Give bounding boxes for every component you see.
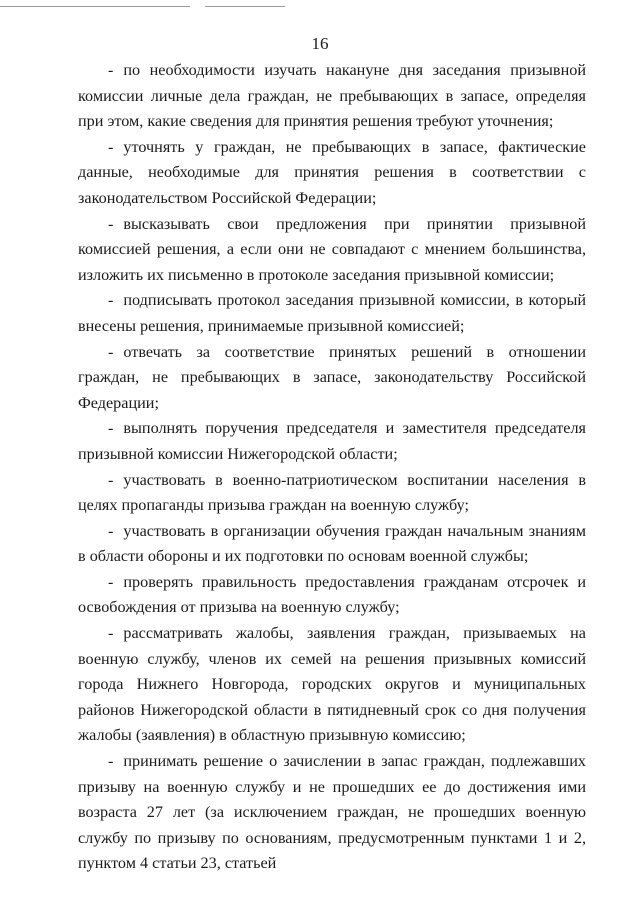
list-dash-marker: - xyxy=(108,521,114,540)
list-item-text: принимать решение о зачислении в запас граждан, подлежавших призыву на военную службу и не прошедших ее до достижения ими возраста 27 лет (за исключением граждан, не прошедших военную службу по призыву по основаниям, предусмотренным пунктами 1 и 2, пунктом 4 статьи 23, статьей xyxy=(78,752,586,873)
page-number: 16 xyxy=(311,34,329,53)
list-dash-marker: - xyxy=(108,61,114,79)
scan-edge-line xyxy=(0,6,190,7)
list-item-text: выполнять поручения председателя и заместителя председателя призывной комиссии Нижегородской области; xyxy=(78,419,586,463)
list-item xyxy=(78,416,586,467)
list-item xyxy=(78,135,586,212)
list-dash-marker: - xyxy=(108,572,114,591)
list-dash-marker: - xyxy=(108,137,114,156)
list-dash-marker: - xyxy=(108,419,114,438)
list-item xyxy=(78,749,586,877)
list-item xyxy=(78,288,586,339)
list-item-text: рассматривать жалобы, заявления граждан, призываемых на военную службу, членов их семей на решения призывных комиссий города Нижнего Новгорода, городских округов и муниципальных районов Нижегородской области в пятидневный срок со дня получения жалобы (заявления) в областную призывную комиссию; xyxy=(78,624,586,745)
list-item-text: высказывать свои предложения при принятии призывной комиссией решения, а если они не совпадают с мнением большинства, изложить их письменно в протоколе заседания призывной комиссии; xyxy=(78,214,586,284)
list-item-text: по необходимости изучать накануне дня заседания призывной комиссии личные дела граждан, не пребывающих в запасе, определяя при этом, какие сведения для принятия решения требуют уточнения; xyxy=(78,61,586,131)
list-item xyxy=(78,519,586,570)
list-item xyxy=(78,468,586,519)
scan-edge-line xyxy=(205,6,285,7)
list-item-text: подписывать протокол заседания призывной комиссии, в который внесены решения, принимаемые призывной комиссией; xyxy=(78,291,586,335)
list-dash-marker: - xyxy=(108,342,114,361)
list-dash-marker: - xyxy=(108,624,114,643)
document-body xyxy=(78,58,586,877)
list-item xyxy=(78,58,586,135)
list-dash-marker: - xyxy=(108,214,114,233)
list-dash-marker: - xyxy=(108,291,114,310)
list-dash-marker: - xyxy=(108,470,114,489)
list-dash-marker: - xyxy=(108,752,114,771)
list-item-text: отвечать за соответствие принятых решений в отношении граждан, не пребывающих в запасе, законодательству Российской Федерации; xyxy=(78,342,586,412)
list-item-text: уточнять у граждан, не пребывающих в запасе, фактические данные, необходимые для принятия решения в соответствии с законодательством Российской Федерации; xyxy=(78,137,586,207)
list-item-text: участвовать в военно-патриотическом воспитании населения в целях пропаганды призыва граждан на военную службу; xyxy=(78,470,586,515)
list-item-text: участвовать в организации обучения граждан начальным знаниям в области обороны и их подготовки по основам военной службы; xyxy=(78,521,586,566)
list-item xyxy=(78,340,586,417)
list-item xyxy=(78,212,586,289)
list-item xyxy=(78,570,586,621)
list-item-text: проверять правильность предоставления гражданам отсрочек и освобождения от призыва на военную службу; xyxy=(78,572,586,617)
list-item xyxy=(78,621,586,749)
